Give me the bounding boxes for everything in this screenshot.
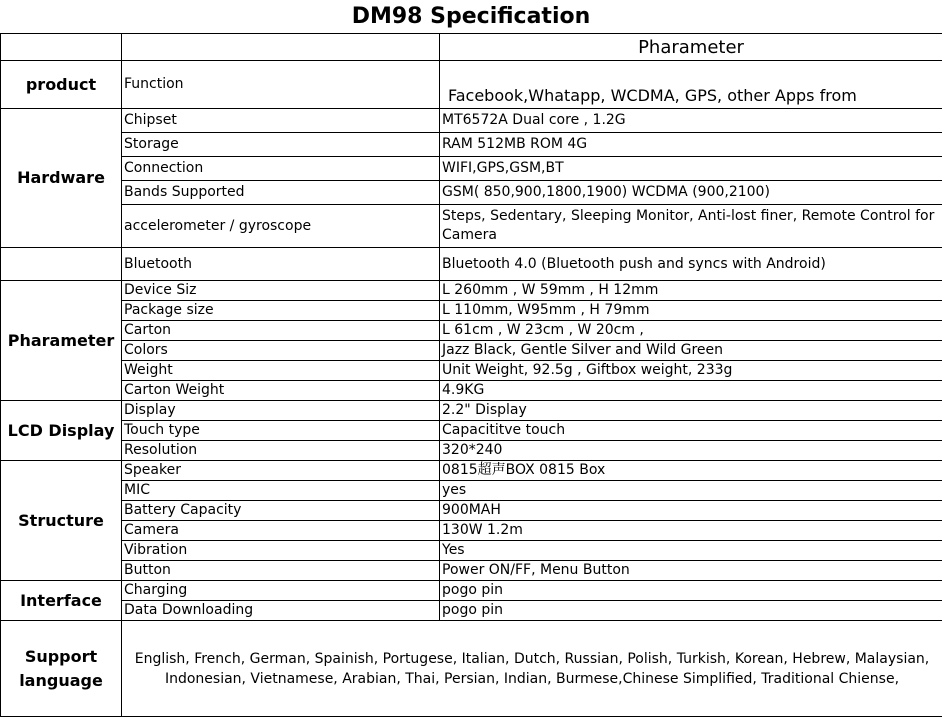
table-row [1,541,942,561]
row-label: Function [122,61,440,109]
header-empty-cell [1,34,122,61]
row-label: Battery Capacity [122,501,440,521]
row-label: Display [122,401,440,421]
row-label: Vibration [122,541,440,561]
row-value: 4.9KG [440,381,942,401]
row-label: Colors [122,341,440,361]
table-row [1,157,942,181]
category-product: product [1,61,122,109]
row-value: pogo pin [440,581,942,601]
row-label: Resolution [122,441,440,461]
row-value: MT6572A Dual core , 1.2G [440,109,942,133]
row-value: 2.2" Display [440,401,942,421]
row-value: pogo pin [440,601,942,621]
table-row [1,181,942,205]
table-row [1,133,942,157]
row-label: Camera [122,521,440,541]
table-row [1,481,942,501]
table-row [1,205,942,248]
parameter-header: Pharameter [440,34,942,61]
row-value: yes [440,481,942,501]
table-row [1,581,942,601]
row-value: L 260mm , W 59mm , H 12mm [440,281,942,301]
row-value: Unit Weight, 92.5g , Giftbox weight, 233g [440,361,942,381]
table-row [1,248,942,281]
row-label: Carton [122,321,440,341]
row-label: Device Siz [122,281,440,301]
category-pharameter: Pharameter [1,281,122,401]
row-value: WIFI,GPS,GSM,BT [440,157,942,181]
row-value: Yes [440,541,942,561]
row-label: Bands Supported [122,181,440,205]
row-value: Facebook,Whatapp, WCDMA, GPS, other Apps from [440,61,942,109]
page-title: DM98 Specification [0,0,942,33]
category-support-language: Support language [1,621,122,717]
row-value: 320*240 [440,441,942,461]
row-label: Bluetooth [122,248,440,281]
row-value: Bluetooth 4.0 (Bluetooth push and syncs with Android) [440,248,942,281]
table-row [1,521,942,541]
row-value: 900MAH [440,501,942,521]
row-label: Connection [122,157,440,181]
table-row [1,461,942,481]
category-interface: Interface [1,581,122,621]
row-label: Weight [122,361,440,381]
row-value: Steps, Sedentary, Sleeping Monitor, Anti-lost finer, Remote Control for Camera [440,205,942,248]
table-header-row [1,34,942,61]
table-row [1,61,942,109]
row-label: Speaker [122,461,440,481]
row-label: Data Downloading [122,601,440,621]
category-structure: Structure [1,461,122,581]
category-lcd-display: LCD Display [1,401,122,461]
table-row [1,301,942,321]
row-value: L 61cm , W 23cm , W 20cm , [440,321,942,341]
table-row [1,601,942,621]
row-label: accelerometer / gyroscope [122,205,440,248]
spec-table [0,33,942,717]
table-row [1,621,942,717]
row-value: Power ON/FF, Menu Button [440,561,942,581]
row-value: Capacititve touch [440,421,942,441]
table-row [1,381,942,401]
category-empty-cell [1,248,122,281]
table-row [1,421,942,441]
table-row [1,341,942,361]
row-label: Touch type [122,421,440,441]
table-row [1,281,942,301]
table-row [1,561,942,581]
row-value: RAM 512MB ROM 4G [440,133,942,157]
row-value: 130W 1.2m [440,521,942,541]
row-label: Charging [122,581,440,601]
table-row [1,441,942,461]
row-value: L 110mm, W95mm , H 79mm [440,301,942,321]
row-label: Package size [122,301,440,321]
header-empty-cell [122,34,440,61]
row-value: Jazz Black, Gentle Silver and Wild Green [440,341,942,361]
row-label: Chipset [122,109,440,133]
table-row [1,321,942,341]
row-value: GSM( 850,900,1800,1900) WCDMA (900,2100) [440,181,942,205]
row-label: Carton Weight [122,381,440,401]
row-value: 0815超声BOX 0815 Box [440,461,942,481]
category-hardware: Hardware [1,109,122,248]
table-row [1,361,942,381]
row-label: Button [122,561,440,581]
row-label: MIC [122,481,440,501]
support-language-list: English, French, German, Spainish, Portugese, Italian, Dutch, Russian, Polish, Turkish, Korean, Hebrew, Malaysian, Indonesian, Vietnamese, Arabian, Thai, Persian, Indian, Burmese,Chinese Simplified, Traditional Chiense, [122,621,942,717]
row-label: Storage [122,133,440,157]
table-row [1,401,942,421]
table-row [1,501,942,521]
table-row [1,109,942,133]
